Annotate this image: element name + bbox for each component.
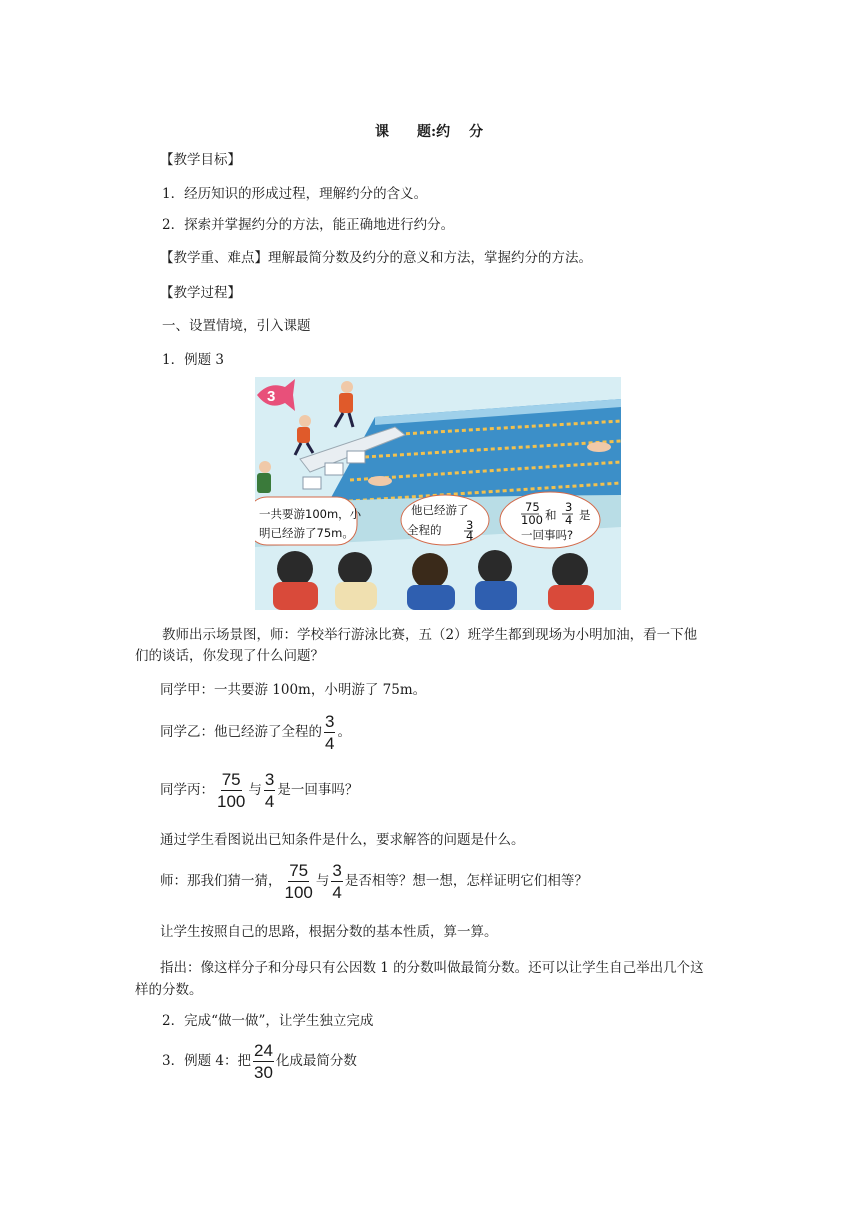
fraction-75-100: $\frac{75}{100}$ xyxy=(217,770,246,811)
step-3 xyxy=(162,1041,357,1082)
keypoints xyxy=(160,248,592,268)
fraction-3-4: $\frac{3}{4}$ xyxy=(264,770,275,811)
keypoints-text: 理解最简分数及约分的意义和方法，掌握约分的方法。 xyxy=(268,250,592,266)
bubble-mid-line-2: 全程的 xyxy=(407,523,442,537)
keypoints-label: 【教学重、难点】 xyxy=(160,250,268,266)
process-heading: 【教学过程】 xyxy=(160,285,241,301)
speech-bubble-middle xyxy=(401,495,489,545)
para-calc: 让学生按照自己的思路，根据分数的基本性质，算一算。 xyxy=(160,924,498,940)
bubble-mid-frac-num: 3 xyxy=(466,518,474,532)
student-b-prefix: 同学乙：他已经游了全程的 xyxy=(160,724,322,740)
bubble-mid-line-1: 他已经游了 xyxy=(411,503,469,517)
bubble-left-line-1: 一共要游100m，小 xyxy=(259,507,362,521)
para-teacher-line-2: 们的谈话，你发现了什么问题？ xyxy=(135,648,324,664)
bubble-right-frac1-den: 100 xyxy=(521,513,543,527)
bubble-right-frac2-den: 4 xyxy=(565,513,573,527)
student-b xyxy=(160,712,351,753)
para-read: 通过学生看图说出已知条件是什么，要求解答的问题是什么。 xyxy=(160,832,525,848)
fraction-3-4: $\frac{3}{4}$ xyxy=(325,712,335,753)
objectives-heading: 【教学目标】 xyxy=(160,152,241,168)
example-3-label: 1．例题 3 xyxy=(162,352,224,368)
fraction-75-100: $\frac{75}{100}$ xyxy=(284,861,313,902)
step-3-prefix: 3．例题 4：把 xyxy=(162,1053,251,1069)
teacher-guess xyxy=(160,861,588,902)
step-2: 2．完成“做一做”，让学生独立完成 xyxy=(162,1013,374,1029)
student-c-suffix: 是一回事吗？ xyxy=(277,782,359,798)
student-b-suffix: 。 xyxy=(337,724,351,740)
and-word: 与 xyxy=(315,873,330,889)
bubble-right-line-2: 一回事吗? xyxy=(521,528,574,542)
page-title: 课 题:约 分 xyxy=(375,124,484,140)
fraction-24-30: $\frac{24}{30}$ xyxy=(253,1041,273,1082)
bubble-right-and: 和 xyxy=(545,508,557,522)
speech-bubble-left xyxy=(255,497,362,545)
bubble-right-frac1-num: 75 xyxy=(525,500,540,514)
teacher-guess-prefix: 师：那我们猜一猜， xyxy=(160,873,282,889)
student-c-prefix: 同学丙： xyxy=(160,782,214,798)
fraction-3-4: $\frac{3}{4}$ xyxy=(332,861,342,902)
step-3-suffix: 化成最简分数 xyxy=(275,1053,357,1069)
bubble-right-is: 是 xyxy=(579,508,591,522)
badge-number: 3 xyxy=(267,388,276,405)
point-line-2: 样的分数。 xyxy=(135,982,203,998)
bubble-mid-frac-den: 4 xyxy=(466,529,474,543)
section-1-heading: 一、设置情境，引入课题 xyxy=(162,318,311,334)
objective-1: 1．经历知识的形成过程，理解约分的含义。 xyxy=(162,186,428,202)
objective-2: 2．探索并掌握约分的方法，能正确地进行约分。 xyxy=(162,217,455,233)
student-a: 同学甲：一共要游 100m，小明游了 75m。 xyxy=(160,682,427,698)
and-word: 与 xyxy=(248,782,262,798)
bubble-left-line-2: 明已经游了75m。 xyxy=(259,526,354,540)
student-c xyxy=(160,770,358,811)
speech-bubble-right xyxy=(500,492,600,548)
swimming-illustration xyxy=(255,377,621,610)
point-line-1: 指出：像这样分子和分母只有公因数 1 的分数叫做最简分数。还可以让学生自己举出几个这 xyxy=(160,960,704,976)
bubble-right-frac2-num: 3 xyxy=(565,500,573,514)
para-teacher-line-1: 教师出示场景图，师：学校举行游泳比赛，五（2）班学生都到现场为小明加油，看一下他 xyxy=(162,627,698,643)
teacher-guess-suffix: 是否相等？想一想，怎样证明它们相等？ xyxy=(344,873,588,889)
